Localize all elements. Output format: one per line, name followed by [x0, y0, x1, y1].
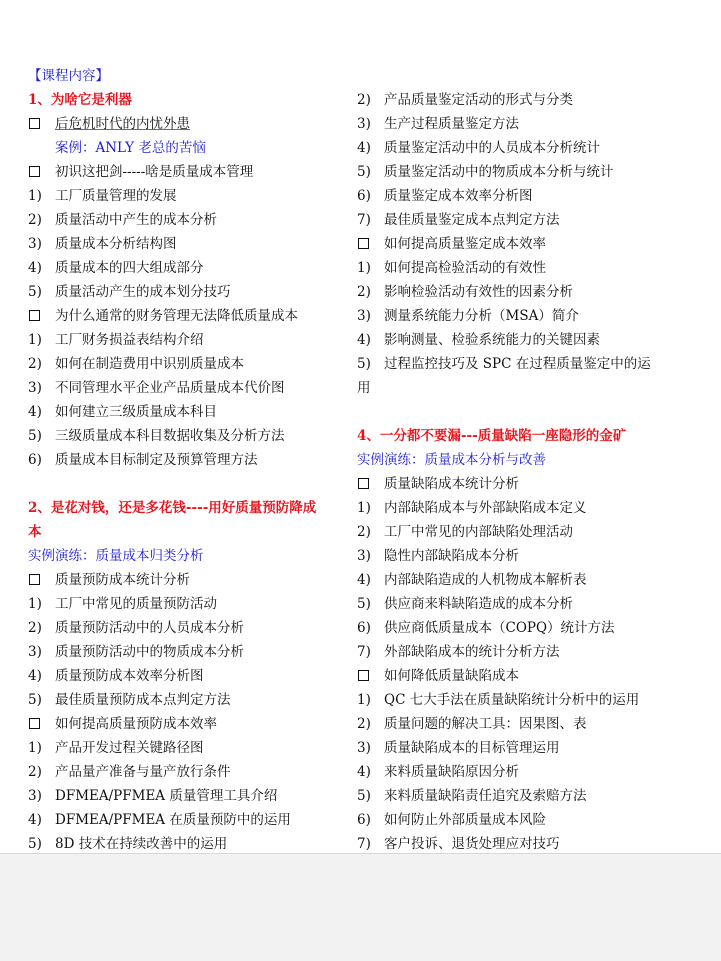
list-item: 4) 来料质量缺陷原因分析 — [357, 764, 519, 780]
list-item: 7) 客户投诉、退货处理应对技巧 — [357, 836, 560, 852]
checkbox-square-icon — [358, 238, 369, 249]
list-item: 4) 内部缺陷造成的人机物成本解析表 — [357, 572, 587, 588]
list-item: 1) 工厂财务损益表结构介绍 — [28, 332, 204, 348]
section-4-example: 实例演练：质量成本分析与改善 — [357, 452, 546, 468]
list-item: 2) 影响检验活动有效性的因素分析 — [357, 284, 573, 300]
list-item: 5) 来料质量缺陷责任追究及索赔方法 — [357, 788, 587, 804]
list-item: 5) 质量活动产生的成本划分技巧 — [28, 284, 231, 300]
list-item: 3) DFMEA/PFMEA 质量管理工具介绍 — [28, 788, 278, 804]
list-item: 3) 不同管理水平企业产品质量成本代价图 — [28, 380, 285, 396]
checkbox-square-icon — [29, 310, 40, 321]
list-item: 质量预防成本统计分析 — [28, 568, 190, 592]
list-item-continued: 用 — [357, 380, 371, 396]
list-item: 3) 测量系统能力分析（MSA）简介 — [357, 308, 579, 324]
list-item: 6) 如何防止外部质量成本风险 — [357, 812, 546, 828]
list-item: 后危机时代的内忧外患 — [28, 112, 190, 136]
list-item: 2) 如何在制造费用中识别质量成本 — [28, 356, 244, 372]
list-item: 如何提高质量鉴定成本效率 — [357, 232, 546, 256]
list-item: 6) 供应商低质量成本（COPQ）统计方法 — [357, 620, 615, 636]
list-item: 质量缺陷成本统计分析 — [357, 472, 519, 496]
list-item: 2) 质量活动中产生的成本分析 — [28, 212, 217, 228]
list-item: 5) 过程监控技巧及 SPC 在过程质量鉴定中的运 — [357, 356, 651, 372]
list-item: 如何降低质量缺陷成本 — [357, 664, 519, 688]
section-2-title-continued: 本 — [28, 524, 42, 540]
list-item: 4) 如何建立三级质量成本科目 — [28, 404, 217, 420]
checkbox-square-icon — [29, 166, 40, 177]
list-item: 1) 内部缺陷成本与外部缺陷成本定义 — [357, 500, 587, 516]
list-item: 2) 工厂中常见的内部缺陷处理活动 — [357, 524, 573, 540]
list-item: 5) 8D 技术在持续改善中的运用 — [28, 836, 228, 852]
list-item: 6) 质量成本目标制定及预算管理方法 — [28, 452, 258, 468]
list-item: 2) 质量问题的解决工具：因果图、表 — [357, 716, 587, 732]
case-line: 案例：ANLY 老总的苦恼 — [55, 140, 206, 156]
list-item: 3) 隐性内部缺陷成本分析 — [357, 548, 519, 564]
checkbox-square-icon — [29, 118, 40, 129]
list-item: 3) 生产过程质量鉴定方法 — [357, 116, 519, 132]
list-item: 1) 工厂质量管理的发展 — [28, 188, 177, 204]
list-item: 4) 质量成本的四大组成部分 — [28, 260, 204, 276]
checkbox-square-icon — [358, 670, 369, 681]
list-item: 3) 质量成本分析结构图 — [28, 236, 177, 252]
list-item: 2) 产品质量鉴定活动的形式与分类 — [357, 92, 573, 108]
list-item: 4) 质量预防成本效率分析图 — [28, 668, 204, 684]
section-2-example: 实例演练：质量成本归类分析 — [28, 548, 204, 564]
section-4-title: 4、一分都不要漏---质量缺陷一座隐形的金矿 — [357, 428, 627, 444]
list-item: 4) DFMEA/PFMEA 在质量预防中的运用 — [28, 812, 291, 828]
list-item: 5) 供应商来料缺陷造成的成本分析 — [357, 596, 573, 612]
checkbox-square-icon — [29, 574, 40, 585]
list-item: 5) 三级质量成本科目数据收集及分析方法 — [28, 428, 285, 444]
list-item: 初识这把剑-----啥是质量成本管理 — [28, 160, 253, 184]
list-item: 5) 质量鉴定活动中的物质成本分析与统计 — [357, 164, 614, 180]
list-item: 3) 质量预防活动中的物质成本分析 — [28, 644, 244, 660]
course-content-label: 【课程内容】 — [28, 68, 109, 84]
list-item: 1) 产品开发过程关键路径图 — [28, 740, 204, 756]
list-item: 5) 最佳质量预防成本点判定方法 — [28, 692, 231, 708]
list-item: 为什么通常的财务管理无法降低质量成本 — [28, 304, 298, 328]
checkbox-square-icon — [29, 718, 40, 729]
list-item: 7) 最佳质量鉴定成本点判定方法 — [357, 212, 560, 228]
list-item: 1) 工厂中常见的质量预防活动 — [28, 596, 217, 612]
list-item: 1) 如何提高检验活动的有效性 — [357, 260, 546, 276]
list-item: 4) 质量鉴定活动中的人员成本分析统计 — [357, 140, 600, 156]
list-item: 4) 影响测量、检验系统能力的关键因素 — [357, 332, 600, 348]
list-item: 如何提高质量预防成本效率 — [28, 712, 217, 736]
list-item: 6) 质量鉴定成本效率分析图 — [357, 188, 533, 204]
list-item: 2) 产品量产准备与量产放行条件 — [28, 764, 231, 780]
list-item: 3) 质量缺陷成本的目标管理运用 — [357, 740, 560, 756]
section-1-title: 1、为啥它是利器 — [28, 92, 132, 108]
list-item: 1) QC 七大手法在质量缺陷统计分析中的运用 — [357, 692, 640, 708]
checkbox-square-icon — [358, 478, 369, 489]
section-2-title: 2、是花对钱，还是多花钱----用好质量预防降成 — [28, 500, 317, 516]
list-item: 2) 质量预防活动中的人员成本分析 — [28, 620, 244, 636]
list-item: 7) 外部缺陷成本的统计分析方法 — [357, 644, 560, 660]
